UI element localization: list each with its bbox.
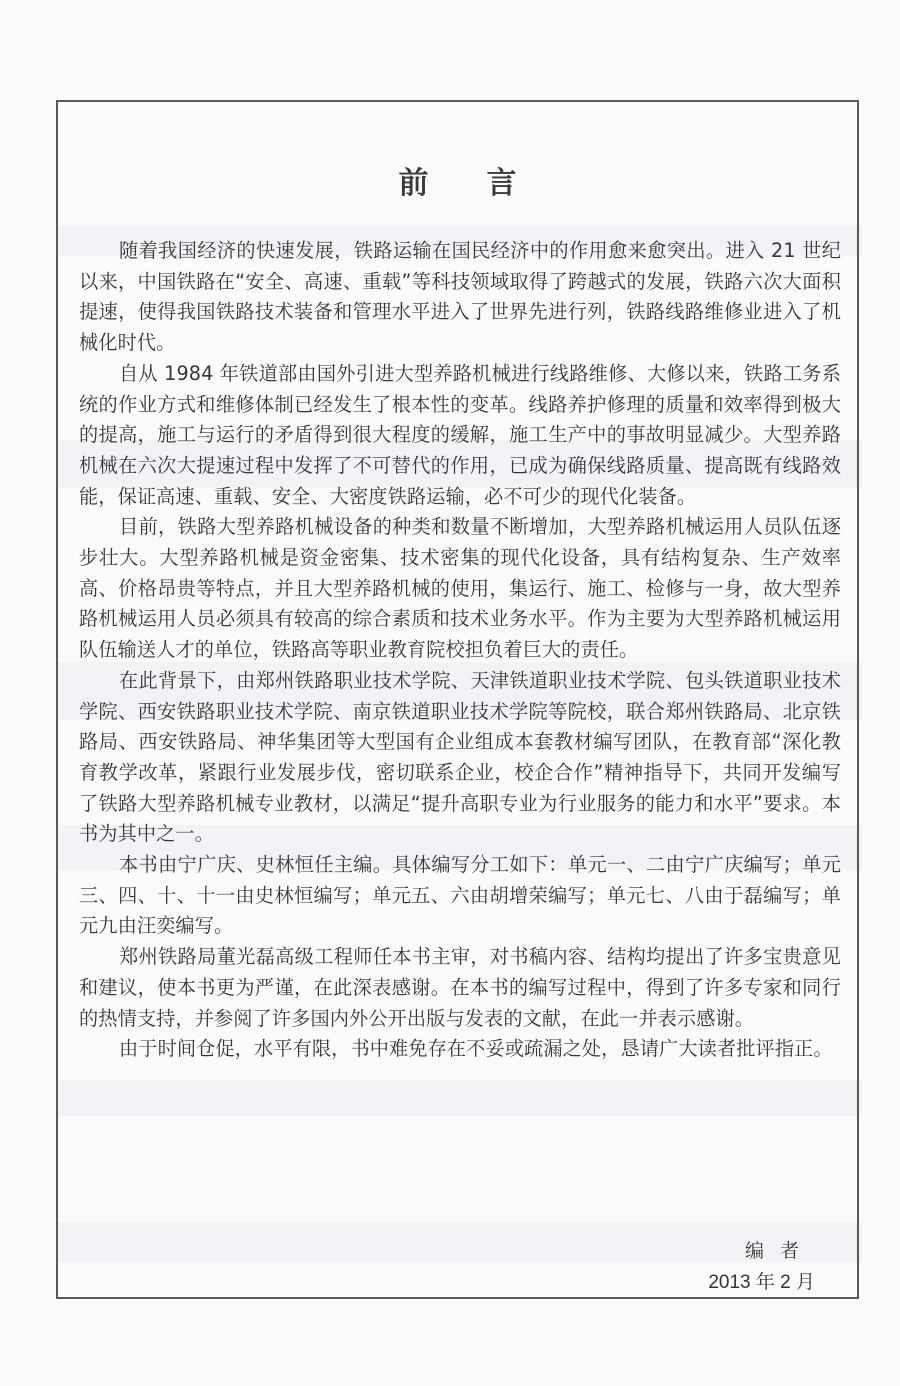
signature-editor: 编者 xyxy=(744,1240,815,1262)
signature-block xyxy=(708,1236,815,1298)
signature-date: 2013 年 2 月 xyxy=(708,1272,815,1293)
paragraph-1: 随着我国经济的快速发展，铁路运输在国民经济中的作用愈来愈突出。进入 21 世纪以来，中国铁路在“安全、高速、重载”等科技领域取得了跨越式的发展，铁路六次大面积提速，使得我国铁路技术装备和管理水平进入了世界先进行列，铁路线路维修业进入了机械化时代。 xyxy=(79,239,841,355)
paragraph-3: 目前，铁路大型养路机械设备的种类和数量不断增加，大型养路机械运用人员队伍逐步壮大。大型养路机械是资金密集、技术密集的现代化设备，具有结构复杂、生产效率高、价格昂贵等特点，并且大型养路机械的使用，集运行、施工、检修与一身，故大型养路机械运用人员必须具有较高的综合素质和技术业务水平。作为主要为大型养路机械运用队伍输送人才的单位，铁路高等职业教育院校担负着巨大的责任。 xyxy=(79,515,841,662)
paragraph-6: 郑州铁路局董光磊高级工程师任本书主审，对书稿内容、结构均提出了许多宝贵意见和建议，使本书更为严谨，在此深表感谢。在本书的编写过程中，得到了许多专家和同行的热情支持，并参阅了许多国内外公开出版与发表的文献，在此一并表示感谢。 xyxy=(79,945,841,1030)
preface-body xyxy=(79,236,841,1065)
paragraph-2: 自从 1984 年铁道部由国外引进大型养路机械进行线路维修、大修以来，铁路工务系统的作业方式和维修体制已经发生了根本性的变革。线路养护修理的质量和效率得到极大的提高，施工与运行的矛盾得到很大程度的缓解，施工生产中的事故明显减少。大型养路机械在六次大提速过程中发挥了不可替代的作用，已成为确保线路质量、提高既有线路效能，保证高速、重载、安全、大密度铁路运输，必不可少的现代化装备。 xyxy=(79,361,841,508)
paragraph-4: 在此背景下，由郑州铁路职业技术学院、天津铁道职业技术学院、包头铁道职业技术学院、西安铁路职业技术学院、南京铁道职业技术学院等院校，联合郑州铁路局、北京铁路局、西安铁路局、神华集团等大型国有企业组成本套教材编写团队，在教育部“深化教育教学改革，紧跟行业发展步伐，密切联系企业，校企合作”精神指导下，共同开发编写了铁路大型养路机械专业教材，以满足“提升高职专业为行业服务的能力和水平”要求。本书为其中之一。 xyxy=(79,668,841,846)
paragraph-7: 由于时间仓促，水平有限，书中难免存在不妥或疏漏之处，恳请广大读者批评指正。 xyxy=(119,1037,833,1061)
page-title: 前言 xyxy=(398,166,575,201)
paragraph-5: 本书由宁广庆、史林恒任主编。具体编写分工如下：单元一、二由宁广庆编写；单元三、四、十、十一由史林恒编写；单元五、六由胡增荣编写；单元七、八由于磊编写；单元九由汪奕编写。 xyxy=(79,853,841,938)
page-frame xyxy=(56,100,859,1299)
